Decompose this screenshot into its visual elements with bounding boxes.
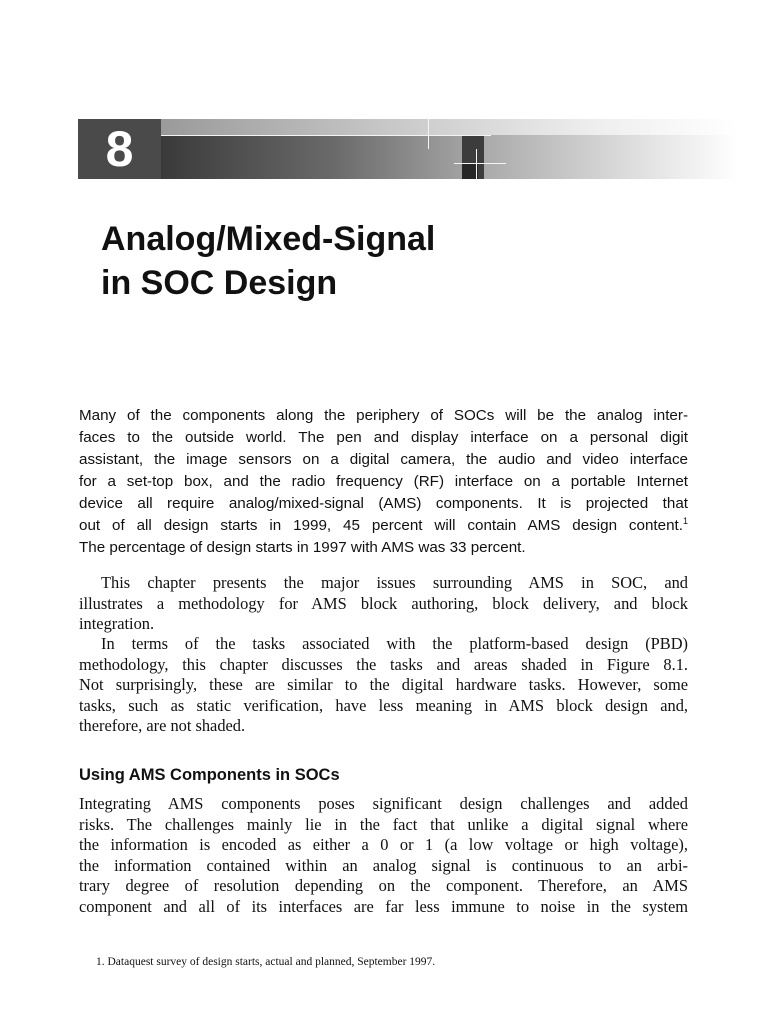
intro-line: for a set-top box, and the radio frequency (RF) interface on a portable Internet bbox=[79, 473, 688, 490]
body-line: the information contained within an analog signal is continuous to an arbi- bbox=[79, 855, 688, 875]
body-line: In terms of the tasks associated with the platform-based design (PBD) bbox=[101, 634, 688, 653]
body-line: This chapter presents the major issues surrounding AMS in SOC, and bbox=[101, 573, 688, 592]
body-line: Integrating AMS components poses significant design challenges and added bbox=[79, 794, 688, 813]
intro-line: Many of the components along the periphery of SOCs will be the analog inter- bbox=[79, 407, 688, 424]
chapter-title-line: in SOC Design bbox=[101, 264, 338, 302]
body-line: integration. bbox=[79, 614, 155, 633]
intro-line-with-footnote bbox=[79, 515, 688, 537]
footnote: 1. Dataquest survey of design starts, actual and planned, September 1997. bbox=[96, 956, 436, 968]
body-paragraph bbox=[79, 634, 688, 737]
body-line: the information is encoded as either a 0 or 1 (a low voltage or high voltage), bbox=[79, 835, 688, 854]
chapter-title bbox=[101, 217, 661, 305]
banner-line bbox=[476, 149, 477, 179]
intro-line: device all require analog/mixed-signal (AMS) components. It is projected that bbox=[79, 495, 688, 512]
banner-line bbox=[161, 135, 491, 136]
body-line: Not surprisingly, these are similar to the digital hardware tasks. However, some bbox=[79, 675, 688, 694]
intro-paragraph bbox=[79, 405, 688, 559]
body-line: methodology, this chapter discusses the tasks and areas shaded in Figure 8.1. bbox=[79, 654, 688, 674]
body-line: illustrates a methodology for AMS block authoring, block delivery, and block bbox=[79, 593, 688, 613]
banner-gradient-top bbox=[161, 119, 738, 135]
footnote-marker: 1 bbox=[682, 516, 688, 526]
section-heading: Using AMS Components in SOCs bbox=[79, 766, 340, 784]
intro-line: assistant, the image sensors on a digital camera, the audio and video interface bbox=[79, 451, 688, 468]
intro-line: faces to the outside world. The pen and display interface on a personal digit bbox=[79, 429, 688, 446]
body-line: risks. The challenges mainly lie in the fact that unlike a digital signal where bbox=[79, 814, 688, 834]
chapter-banner bbox=[78, 119, 738, 179]
banner-line bbox=[454, 163, 506, 164]
body-line: tasks, such as static verification, have less meaning in AMS block design and, bbox=[79, 695, 688, 715]
chapter-number: 8 bbox=[105, 121, 134, 177]
body-line: trary degree of resolution depending on the component. Therefore, an AMS bbox=[79, 876, 688, 895]
intro-line: The percentage of design starts in 1997 with AMS was 33 percent. bbox=[79, 539, 526, 556]
chapter-title-line: Analog/Mixed-Signal bbox=[101, 220, 436, 258]
body-line: therefore, are not shaded. bbox=[79, 716, 246, 735]
intro-line-text: out of all design starts in 1999, 45 percent will contain AMS design content. bbox=[79, 517, 683, 534]
section-paragraph bbox=[79, 794, 688, 917]
body-paragraph bbox=[79, 573, 688, 635]
banner-line bbox=[428, 119, 429, 149]
body-line: component and all of its interfaces are far less immune to noise in the system bbox=[79, 896, 688, 916]
